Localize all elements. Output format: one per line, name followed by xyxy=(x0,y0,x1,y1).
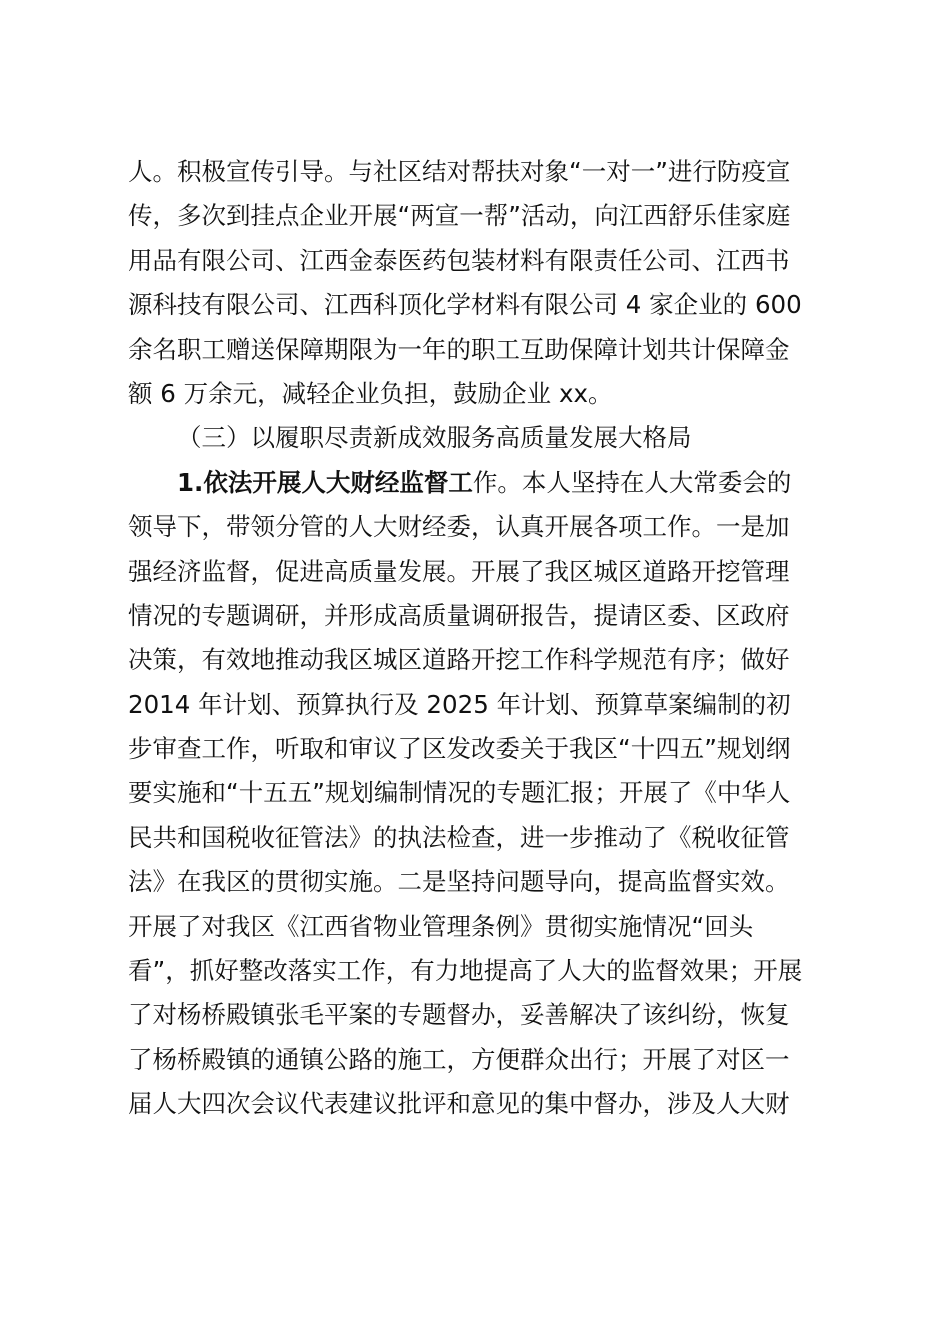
text-line: 民共和国税收征管法》的执法检查，进一步推动了《税收征管 xyxy=(128,822,790,852)
text-line: 传，多次到挂点企业开展“两宣一帮”活动，向江西舒乐佳家庭 xyxy=(128,201,791,231)
text-line: 届人大四次会议代表建议批评和意见的集中督办，涉及人大财 xyxy=(128,1089,790,1119)
subsection-heading-rest: 作。本人坚持在人大常委会的 xyxy=(472,467,792,497)
text-line: 领导下，带领分管的人大财经委，认真开展各项工作。一是加 xyxy=(128,512,790,542)
text-line: 步审查工作，听取和审议了区发改委关于我区“十四五”规划纲 xyxy=(128,734,791,764)
text-line: 源科技有限公司、江西科顶化学材料有限公司 4 家企业的 600 xyxy=(128,290,802,320)
section-heading: （三）以履职尽责新成效服务高质量发展大格局 xyxy=(177,423,692,453)
text-line: 用品有限公司、江西金泰医药包装材料有限责任公司、江西书 xyxy=(128,245,790,275)
text-line: 额 6 万余元，减轻企业负担，鼓励企业 xx。 xyxy=(128,378,613,408)
text-line: 了杨桥殿镇的通镇公路的施工，方便群众出行；开展了对区一 xyxy=(128,1044,790,1074)
text-line: 开展了对我区《江西省物业管理条例》贯彻实施情况“回头 xyxy=(128,911,754,941)
body-text xyxy=(128,150,834,1127)
text-line: 强经济监督，促进高质量发展。开展了我区城区道路开挖管理 xyxy=(128,556,790,586)
text-line: 决策，有效地推动我区城区道路开挖工作科学规范有序；做好 xyxy=(128,645,790,675)
text-line: 了对杨桥殿镇张毛平案的专题督办，妥善解决了该纠纷，恢复 xyxy=(128,1000,790,1030)
subsection-heading-line xyxy=(128,461,834,505)
text-line: 人。积极宣传引导。与社区结对帮扶对象“一对一”进行防疫宣 xyxy=(128,157,791,186)
text-line: 看”，抓好整改落实工作，有力地提高了人大的监督效果；开展 xyxy=(128,956,803,986)
text-line: 余名职工赠送保障期限为一年的职工互助保障计划共计保障金 xyxy=(128,334,790,364)
text-line: 2014 年计划、预算执行及 2025 年计划、预算草案编制的初 xyxy=(128,689,791,719)
text-line: 要实施和“十五五”规划编制情况的专题汇报；开展了《中华人 xyxy=(128,778,791,808)
text-line: 情况的专题调研，并形成高质量调研报告，提请区委、区政府 xyxy=(128,600,790,630)
text-line: 法》在我区的贯彻实施。二是坚持问题导向，提高监督实效。 xyxy=(128,867,790,897)
subsection-heading: 1.依法开展人大财经监督工 xyxy=(177,467,473,497)
